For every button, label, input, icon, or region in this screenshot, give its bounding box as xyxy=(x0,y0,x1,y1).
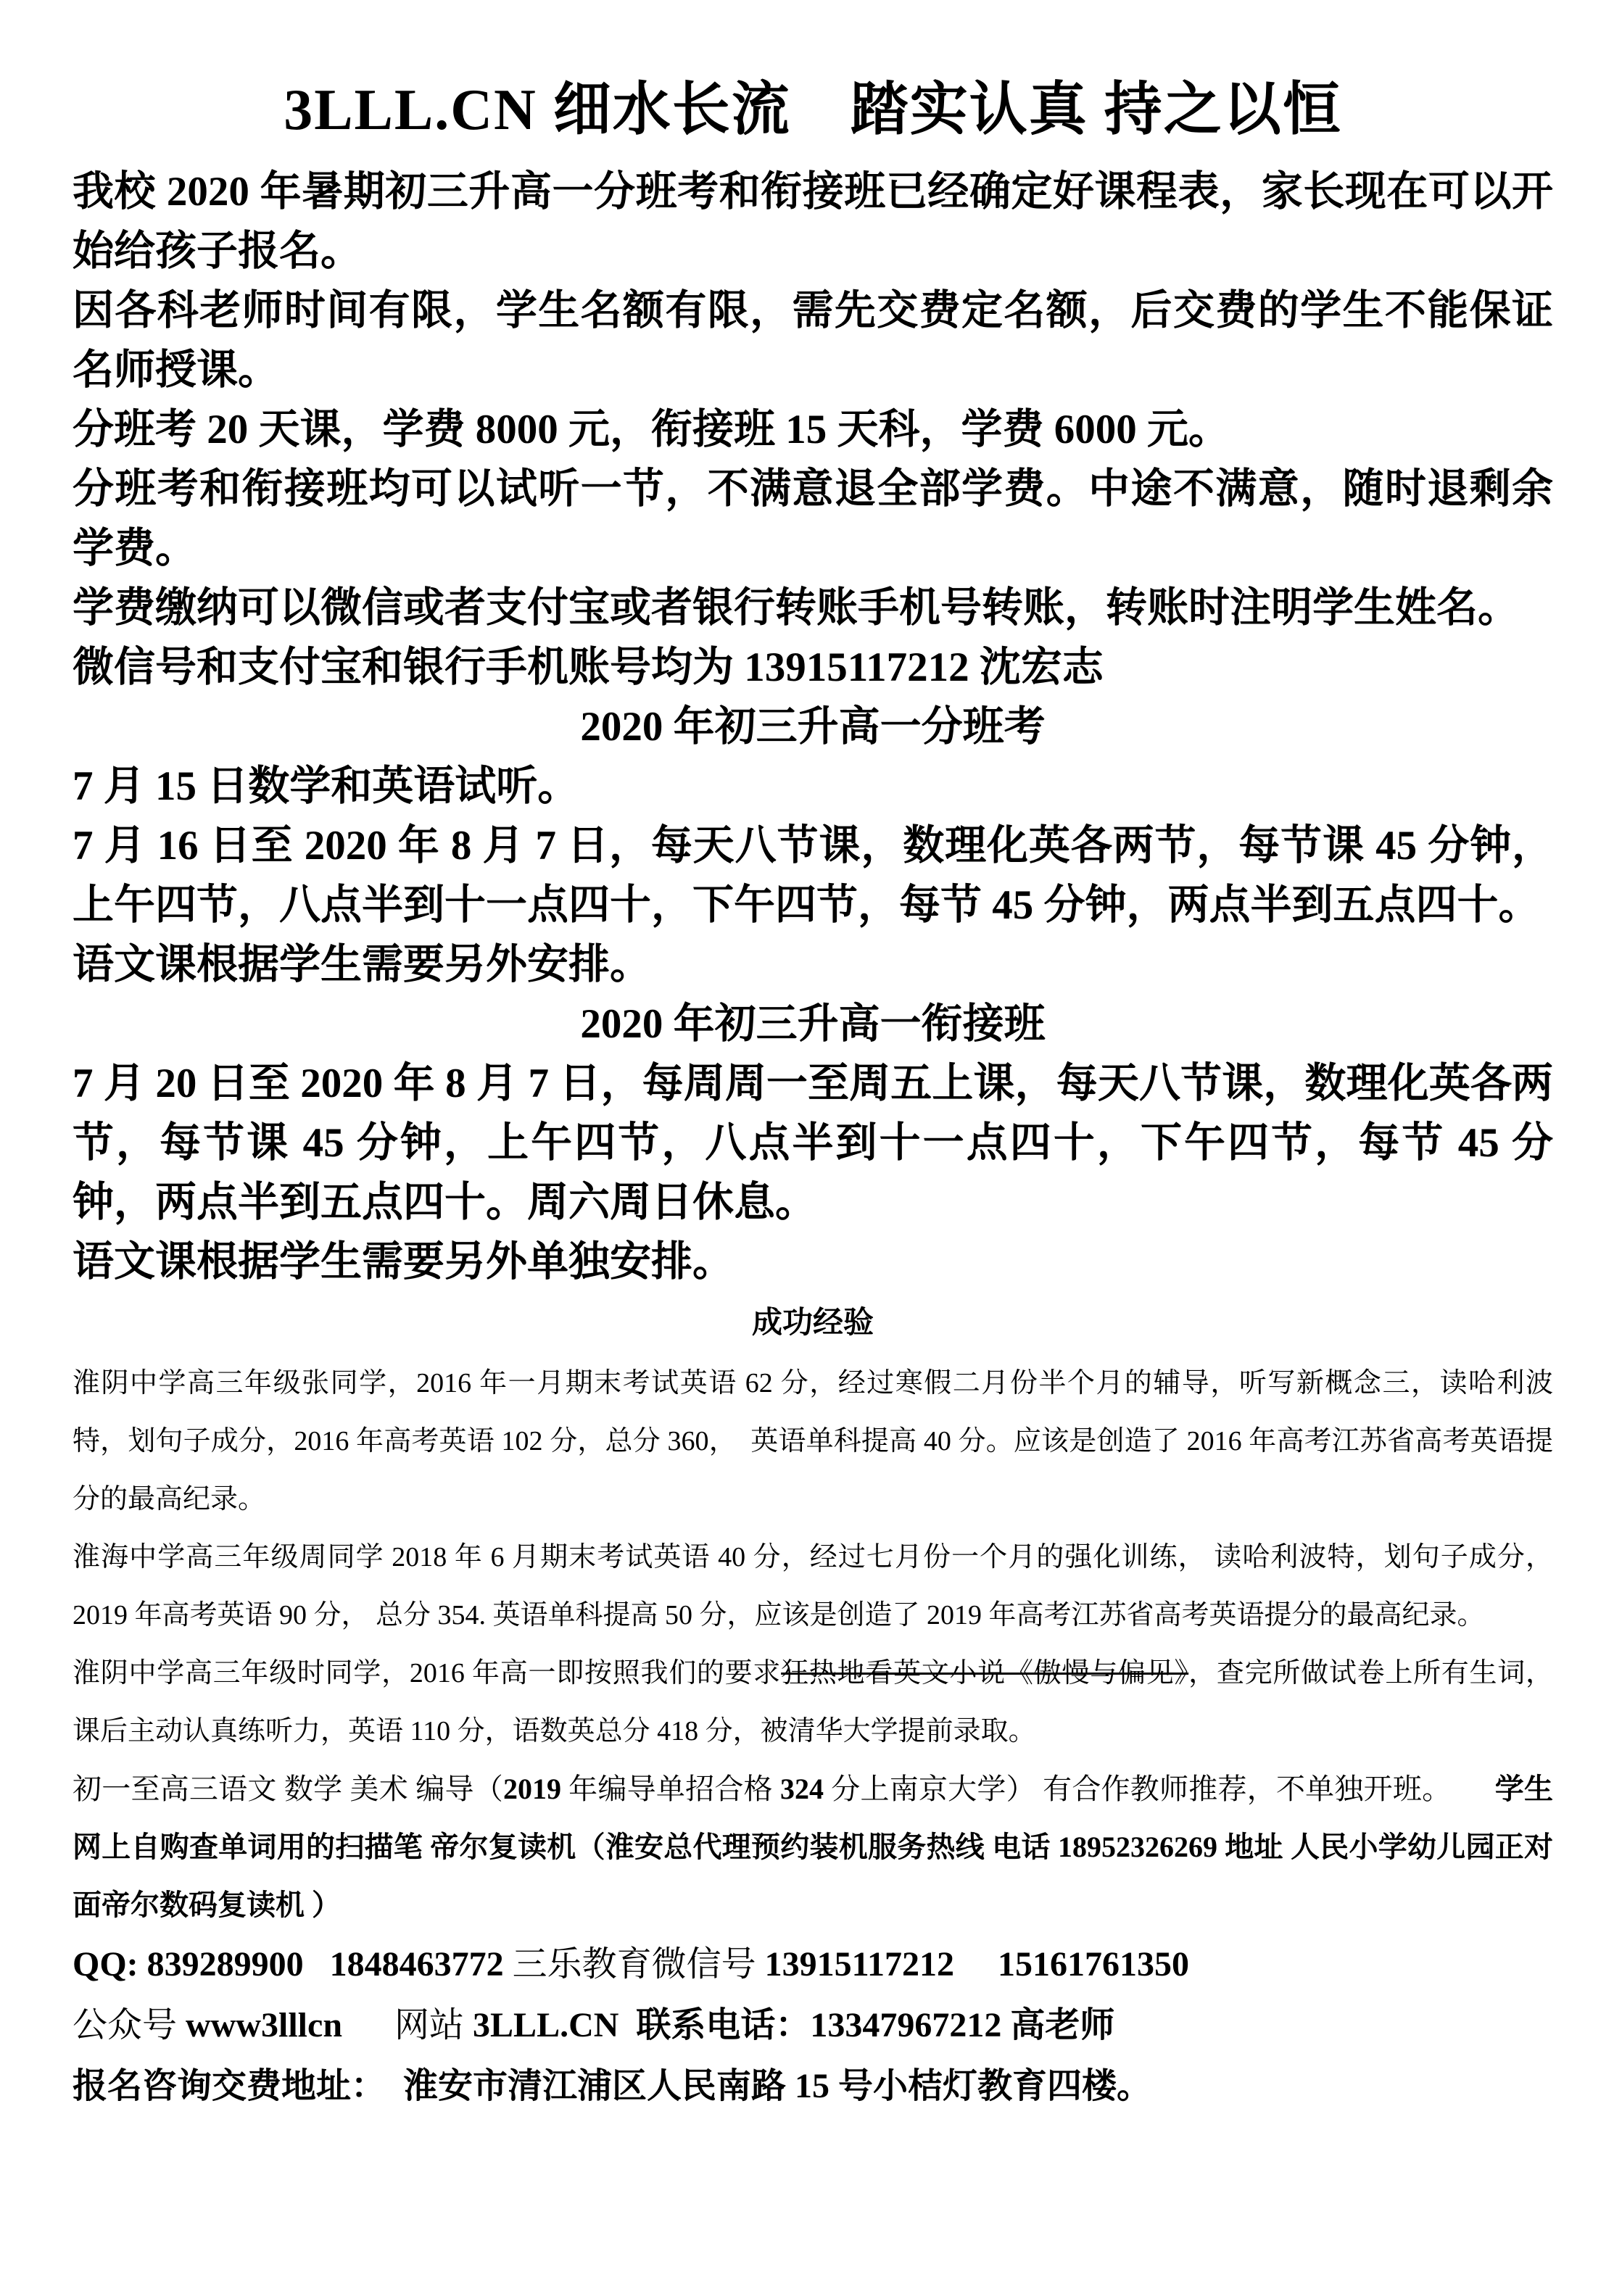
intro-paragraph-1: 我校 2020 年暑期初三升高一分班考和衔接班已经确定好课程表，家长现在可以开始给孩子报名。 xyxy=(73,169,1553,274)
success-story-3 xyxy=(73,1644,1553,1760)
intro-paragraph-2: 因各科老师时间有限，学生名额有限，需先交费定名额，后交费的学生不能保证名师授课。 xyxy=(73,288,1553,393)
bridge-class-paragraph-1: 7 月 20 日至 2020 年 8 月 7 日，每周周一至周五上课，每天八节课，数理化英各两节，每节课 45 分钟，上午四节，八点半到十一点四十，下午四节，每节 45 分钟，两点半到五点四十。周六周日休息。 xyxy=(73,1061,1553,1225)
courses-year-number: 2019 xyxy=(502,1773,561,1805)
document-title: 3LLL.CN 细水长流 踏实认真 持之以恒 xyxy=(284,78,1342,142)
qq-wechat-line xyxy=(73,1934,1553,1995)
intro-paragraph-3: 分班考 20 天课，学费 8000 元，衔接班 15 天科，学费 6000 元。 xyxy=(73,407,1230,452)
courses-score-number: 324 xyxy=(780,1773,824,1805)
website-phone-line xyxy=(73,1995,1553,2056)
wechat-label: 三乐教育微信号 xyxy=(503,1945,765,1984)
website-url: 3LLL.CN xyxy=(473,2006,619,2044)
success-story-3-text: 淮阴中学高三年级时同学，2016 年高一即按照我们的要求 xyxy=(73,1658,782,1688)
qq-numbers: QQ: 839289900 1848463772 xyxy=(73,1945,504,1984)
phone-number: 13347967212 高老师 xyxy=(810,2006,1115,2044)
success-stories-heading: 成功经验 xyxy=(751,1306,874,1340)
success-story-2: 淮海中学高三年级周同学 2018 年 6 月期末考试英语 40 分，经过七月份一个月的强化训练， 读哈利波特，划句子成分，2019 年高考英语 90 分， 总分 354. 英语单科提高 50 分，应该是创造了 2019 年高考江苏省高考英语提分的最高纪录。 xyxy=(73,1542,1553,1630)
placement-exam-heading: 2020 年初三升高一分班考 xyxy=(580,704,1046,750)
strikethrough-text: 狂热地看英文小说《傲慢与偏见》 xyxy=(781,1658,1189,1688)
scanner-pen-notice: 学生网上自购查单词用的扫描笔 帝尔复读机（淮安总代理预约装机服务热线 电话 18952326269 地址 人民小学幼儿园正对面帝尔数码复读机 ） xyxy=(73,1773,1554,1921)
official-account-label: 公众号 xyxy=(73,2006,186,2044)
official-account-id: www3lllcn xyxy=(186,2006,343,2044)
courses-offered-paragraph xyxy=(73,1760,1553,1934)
success-story-3-continued: ，查完所做试卷上所有生词，课后主动认真练听力，英语 110 分，语数英总分 418 分，被清华大学提前录取。 xyxy=(73,1658,1553,1746)
website-label: 网站 xyxy=(342,2006,473,2044)
phone-label: 联系电话： xyxy=(618,2006,811,2044)
bridge-class-paragraph-2: 语文课根据学生需要另外单独安排。 xyxy=(73,1239,734,1285)
courses-note-text: 分上南京大学） 有合作教师推荐，不单独开班。 xyxy=(824,1773,1437,1805)
wechat-numbers: 13915117212 15161761350 xyxy=(764,1945,1190,1984)
courses-list-text: 初一至高三语文 数学 美术 编导（ xyxy=(73,1773,503,1805)
placement-exam-paragraph-3: 语文课根据学生需要另外安排。 xyxy=(73,942,651,987)
intro-paragraph-4: 分班考和衔接班均可以试听一节，不满意退全部学费。中途不满意，随时退剩余学费。 xyxy=(73,466,1553,571)
intro-paragraph-5: 学费缴纳可以微信或者支付宝或者银行转账手机号转账，转账时注明学生姓名。 xyxy=(73,585,1519,631)
registration-address-line: 报名咨询交费地址： 淮安市清江浦区人民南路 15 号小桔灯教育四楼。 xyxy=(73,2067,1152,2105)
success-story-1: 淮阴中学高三年级张同学，2016 年一月期末考试英语 62 分，经过寒假二月份半个月的辅导，听写新概念三，读哈利波特，划句子成分，2016 年高考英语 102 分，总分 360， 英语单科提高 40 分。应该是创造了 2016 年高考江苏省高考英语提分的最高纪录。 xyxy=(73,1368,1553,1514)
courses-gap xyxy=(1436,1773,1494,1805)
intro-paragraph-6: 微信号和支付宝和银行手机账号均为 13915117212 沈宏志 xyxy=(73,645,1104,690)
courses-admission-text: 年编导单招合格 xyxy=(560,1773,781,1805)
placement-exam-paragraph-2: 7 月 16 日至 2020 年 8 月 7 日，每天八节课，数理化英各两节，每节课 45 分钟，上午四节，八点半到十一点四十，下午四节，每节 45 分钟，两点半到五点四十。 xyxy=(73,823,1553,928)
placement-exam-paragraph-1: 7 月 15 日数学和英语试听。 xyxy=(73,763,579,809)
bridge-class-heading: 2020 年初三升高一衔接班 xyxy=(580,1001,1046,1047)
